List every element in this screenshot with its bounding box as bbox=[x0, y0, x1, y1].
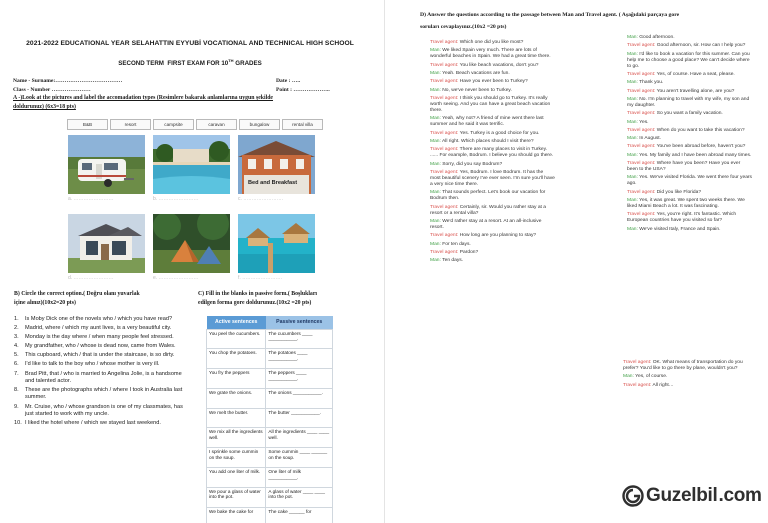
speech-text: I think you should go to Turkey. It's really worth seeing. And you can have a great beach vacation there. bbox=[430, 95, 551, 113]
passive-answer-cell[interactable]: The cake ______ for bbox=[266, 507, 333, 523]
speaker-label: Man: bbox=[627, 197, 638, 203]
speech-text: Yes. Turkey is a good choice for you. bbox=[459, 130, 540, 136]
speech-text: When do you want to take this vacation? bbox=[656, 127, 745, 133]
dialogue-turn bbox=[430, 147, 555, 159]
speech-text: Yes. bbox=[639, 119, 649, 125]
dialogue-turn bbox=[430, 96, 555, 114]
dialogue-column-2 bbox=[627, 35, 752, 235]
question-b-line1: B) Circle the correct option.( Doğru olanı yuvarlak bbox=[14, 291, 140, 297]
question-c-line1: C) Fill in the blanks in passive form.( Boşlukları bbox=[198, 291, 318, 297]
passive-answer-cell[interactable]: The potatoes ____ ___________. bbox=[266, 349, 333, 369]
dialogue-turn bbox=[627, 153, 752, 159]
table-row: We pour a glass of water into the pot. A glass of water ____ ____ into the pot. bbox=[207, 487, 333, 507]
speaker-label: Travel agent: bbox=[627, 88, 656, 94]
speech-text: Yes. My family and I have been abroad many times. bbox=[639, 152, 752, 158]
speaker-label: Man: bbox=[430, 190, 441, 196]
option-bnb: B&B bbox=[67, 119, 108, 130]
dialogue-turn bbox=[627, 198, 752, 210]
table-row: We grate the onions. The onions ___________. bbox=[207, 388, 333, 408]
class-field[interactable]: Class - Number ………………… bbox=[13, 87, 91, 93]
speaker-label: Man: bbox=[623, 374, 634, 380]
speaker-label: Travel agent: bbox=[623, 382, 652, 388]
dialogue-turn bbox=[430, 88, 555, 94]
dialogue-turn bbox=[430, 139, 555, 145]
list-item[interactable]: 8. These are the photographs which / where I took in Australia last summer. bbox=[14, 387, 183, 401]
option-bungalow: bungalow bbox=[239, 119, 280, 130]
point-field[interactable]: Point : ……………….. bbox=[276, 87, 330, 93]
dialogue-turn bbox=[627, 128, 752, 134]
speaker-label: Man: bbox=[430, 161, 441, 167]
speaker-label: Travel agent: bbox=[430, 147, 459, 153]
speech-text: Yes, Bodrum. I love Bodrum. It has the most beautiful scenery I've ever seen. I'm sure you'll have a very nice time there. bbox=[430, 169, 555, 188]
speaker-label: Travel agent: bbox=[627, 212, 656, 218]
speaker-label: Travel agent: bbox=[623, 360, 652, 365]
list-item[interactable]: 3. Monday is the day where / when many people feel stressed. bbox=[14, 334, 174, 341]
dialogue-turn bbox=[627, 80, 752, 86]
speaker-label: Man: bbox=[627, 226, 638, 232]
speech-text: OK. What means of transportation do you prefer? You'd like to go there by plane, wouldn't you? bbox=[623, 360, 743, 372]
speaker-label: Man: bbox=[430, 258, 441, 264]
speech-text: How long are you planning to stay? bbox=[459, 233, 537, 239]
speech-text: You like beach vacations, don't you? bbox=[459, 62, 539, 68]
question-d-line1: D) Answer the questions according to the passage between Man and Travel agent. ( Aşağıdaki parçaya gore bbox=[420, 12, 680, 18]
date-field[interactable]: Date : ….. bbox=[276, 78, 301, 84]
question-c-heading bbox=[198, 290, 378, 308]
dialogue-turn bbox=[627, 52, 752, 70]
dialogue-turn bbox=[430, 205, 555, 217]
speech-text: Yes, of course. bbox=[635, 374, 668, 380]
speech-text: Good afternoon. bbox=[639, 35, 675, 40]
speech-text: Certainly, sir. Would you rather stay at a resort or a rental villa? bbox=[430, 204, 546, 216]
speech-text: For ten days. bbox=[442, 241, 471, 247]
passive-table bbox=[206, 316, 333, 523]
speech-text: Thank you. bbox=[639, 80, 664, 86]
speaker-label: Travel agent: bbox=[627, 144, 656, 150]
passive-answer-cell[interactable]: The onions ___________. bbox=[266, 388, 333, 408]
list-item[interactable]: 2. Madrid, where / which my aunt lives, is a very beautiful city. bbox=[14, 325, 172, 332]
question-d-line2: soruları cevaplayınız.(10x2 =20 pts) bbox=[420, 24, 507, 30]
dialogue-turn bbox=[430, 162, 555, 168]
speech-text: In August. bbox=[639, 136, 661, 142]
dialogue-turn bbox=[627, 175, 752, 187]
speech-text: Yes, of course. Have a seat, please. bbox=[656, 72, 735, 78]
speaker-label: Man: bbox=[627, 136, 638, 142]
resort-photo bbox=[153, 135, 230, 194]
list-item[interactable]: 9. Mr. Cruise, who / whose grandson is one of my classmates, has just started to work with my uncle. bbox=[14, 403, 183, 417]
speech-text: No. I'm planning to travel with my wife, my son and my daughter. bbox=[627, 96, 750, 108]
table-row: You peel the cucumbers. The cucumbers ____ ___________. bbox=[207, 329, 333, 349]
question-b-heading bbox=[14, 290, 194, 308]
speaker-label: Travel agent: bbox=[430, 169, 459, 175]
speaker-label: Man: bbox=[627, 175, 638, 181]
dialogue-turn bbox=[430, 190, 555, 202]
dialogue-turn bbox=[627, 111, 752, 117]
dialogue-turn bbox=[430, 258, 555, 264]
speech-text: I'd like to book a vacation for this summer. Can you help me to choose a good place? We can't decide where to go. bbox=[627, 51, 750, 69]
passive-answer-cell[interactable]: All the ingredients ____ ____ well. bbox=[266, 428, 333, 448]
speech-text: We'd rather stay at a resort. At an all-inclusive resort. bbox=[430, 219, 542, 231]
speech-text: We liked Spain very much. There are lots of wonderful beaches in Spain. We had a great time there. bbox=[430, 48, 551, 60]
speech-text: Yeah. Beach vacations are fun. bbox=[442, 70, 510, 76]
table-row: We bake the cake for The cake ______ for bbox=[207, 507, 333, 523]
table-row: We melt the butter. The butter ___________. bbox=[207, 408, 333, 428]
option-box-row bbox=[67, 119, 323, 130]
passive-answer-cell[interactable]: A glass of water ____ ____ into the pot. bbox=[266, 487, 333, 507]
bnb-photo bbox=[238, 135, 315, 194]
passive-answer-cell[interactable]: Some cummin ____ ______ on the soup. bbox=[266, 448, 333, 468]
speaker-label: Man: bbox=[430, 241, 441, 247]
dialogue-turn bbox=[430, 40, 555, 46]
speech-text: You've been abroad before, haven't you? bbox=[656, 144, 746, 150]
dialogue-turn bbox=[627, 35, 752, 41]
dialogue-turn bbox=[627, 136, 752, 142]
speech-text: You aren't travelling alone, are you? bbox=[656, 88, 735, 94]
passive-answer-cell[interactable]: The peppers ____ ___________. bbox=[266, 369, 333, 389]
passive-answer-cell[interactable]: The cucumbers ____ ___________. bbox=[266, 329, 333, 349]
circle-option-list bbox=[14, 316, 189, 429]
option-resort: resort bbox=[110, 119, 151, 130]
campsite-photo bbox=[153, 214, 230, 273]
list-item[interactable]: 5. This cupboard, which / that is under the staircase, is so dirty. bbox=[14, 352, 175, 359]
dialogue-turn bbox=[627, 212, 752, 224]
speech-text: Pardon? bbox=[459, 250, 479, 255]
blank-b[interactable]: b. …………………… bbox=[153, 196, 199, 202]
speech-text: All right. Which places should I visit there? bbox=[441, 138, 534, 144]
speaker-label: Man: bbox=[627, 152, 638, 158]
speech-text: So you want a family vacation. bbox=[656, 111, 723, 117]
dialogue-turn bbox=[430, 116, 555, 128]
passive-answer-cell[interactable]: The butter ___________. bbox=[266, 408, 333, 428]
bnb-sign: Bed and Breakfast bbox=[248, 180, 298, 186]
question-d-heading bbox=[420, 9, 760, 33]
dialogue-turn bbox=[627, 161, 752, 173]
speaker-label: Travel agent: bbox=[430, 204, 459, 210]
question-c-line2: edilgen forma gore doldurunuz.(10x2 =20 pts) bbox=[198, 300, 312, 306]
speaker-label: Man: bbox=[430, 116, 441, 122]
rental-villa-photo bbox=[68, 214, 145, 273]
speaker-label: Man: bbox=[430, 70, 441, 76]
speech-text: Sorry, did you say Bodrum? bbox=[442, 161, 503, 167]
dialogue-turn bbox=[430, 170, 555, 188]
dialogue-turn bbox=[627, 43, 752, 49]
speaker-label: Travel agent: bbox=[430, 250, 459, 255]
bungalow-photo bbox=[238, 214, 315, 273]
speech-text: Which one did you like most? bbox=[459, 40, 524, 45]
speaker-label: Man: bbox=[627, 80, 638, 86]
dialogue-turn bbox=[627, 227, 752, 233]
speech-text: Good afternoon, sir. How can I help you? bbox=[656, 43, 746, 49]
blank-e[interactable]: e. …………………… bbox=[153, 275, 199, 281]
table-row: You fry the peppers The peppers ____ ___________. bbox=[207, 369, 333, 389]
speaker-label: Travel agent: bbox=[430, 79, 459, 85]
list-item[interactable]: 10. I liked the hotel where / which we stayed last weekend. bbox=[14, 420, 161, 427]
speech-text: Have you ever been to Turkey? bbox=[459, 79, 528, 85]
option-caravan: caravan bbox=[196, 119, 237, 130]
speaker-label: Travel agent: bbox=[627, 72, 656, 78]
speaker-label: Man: bbox=[430, 48, 441, 54]
speaker-label: Travel agent: bbox=[430, 130, 459, 136]
list-item[interactable]: 1. Is Moby Dick one of the novels who / which you have read? bbox=[14, 316, 173, 322]
speaker-label: Travel agent: bbox=[627, 111, 656, 117]
speaker-label: Travel agent: bbox=[430, 95, 459, 101]
question-a-heading bbox=[13, 94, 373, 112]
speech-text: Yes, it was great. We spent two weeks there. We liked Miami Beach a lot. It was fascinating. bbox=[627, 197, 745, 210]
dialogue-turn bbox=[430, 250, 555, 256]
list-item[interactable]: 6. I'd like to talk to the boy who / whose mother is very ill. bbox=[14, 361, 160, 368]
dialogue-turn bbox=[430, 233, 555, 239]
speaker-label: Man: bbox=[627, 96, 638, 102]
speech-text: Yes, you're right. It's fantastic. Which European countries have you visited so far? bbox=[627, 212, 737, 224]
speech-text: Yes. We've visited Florida. We went there four years ago. bbox=[627, 175, 752, 187]
speech-text: No, we've never been to Turkey. bbox=[442, 87, 512, 93]
table-row: You chop the potatoes. The potatoes ____ ___________. bbox=[207, 349, 333, 369]
passive-answer-cell[interactable]: One liter of milk ___________. bbox=[266, 468, 333, 488]
blank-a[interactable]: a. …………………… bbox=[68, 196, 114, 202]
speaker-label: Man: bbox=[430, 219, 441, 225]
table-row: You add one liter of milk. One liter of milk ___________. bbox=[207, 468, 333, 488]
dialogue-turn bbox=[623, 383, 753, 389]
dialogue-turn bbox=[623, 374, 753, 380]
dialogue-turn bbox=[627, 97, 752, 109]
dialogue-turn bbox=[623, 360, 753, 372]
option-rental-villa: rental villa bbox=[282, 119, 323, 130]
table-row: We mix all the ingredients well. All the ingredients ____ ____ well. bbox=[207, 428, 333, 448]
guzelbil-logo[interactable] bbox=[622, 483, 768, 509]
speaker-label: Travel agent: bbox=[627, 127, 656, 133]
speech-text: There are many places to visit in Turkey. ...... For example, Bodrum. I believe you should go there. bbox=[430, 147, 554, 159]
speaker-label: Travel agent: bbox=[627, 189, 656, 195]
blank-d[interactable]: d. …………………… bbox=[68, 275, 114, 281]
list-item[interactable]: 4. My grandfather, who / whose is dead now, came from Wales. bbox=[14, 343, 176, 350]
speaker-label: Travel agent: bbox=[430, 62, 459, 68]
blank-f[interactable]: f. …………………… bbox=[238, 275, 283, 281]
question-b-line2: içine alınız)(10x2=20 pts) bbox=[14, 300, 76, 306]
logo-text: Guzelbil.com bbox=[646, 485, 762, 506]
speaker-label: Travel agent: bbox=[627, 160, 656, 166]
question-a-line1: A -)Look at the pictures and label the accomadation types (Resimlere bakarak anlamlarına uygun şekilde bbox=[13, 95, 274, 101]
dialogue-turn bbox=[430, 71, 555, 77]
list-item[interactable]: 7. Brad Pitt, that / who is married to Angelina Jolie, is a handsome and talented actor. bbox=[14, 370, 182, 384]
dialogue-turn bbox=[627, 144, 752, 150]
speech-text: That sounds perfect. Let's book our vacation for Bodrum then. bbox=[430, 190, 546, 202]
dialogue-turn bbox=[627, 190, 752, 196]
dialogue-turn bbox=[430, 63, 555, 69]
caravan-photo bbox=[68, 135, 145, 194]
dialogue-column-1 bbox=[430, 40, 555, 267]
dialogue-turn bbox=[627, 89, 752, 95]
speech-text: All right… bbox=[652, 382, 674, 388]
dialogue-turn bbox=[430, 131, 555, 137]
speaker-label: Travel agent: bbox=[627, 43, 656, 49]
table-row: I sprinkle some cummin on the soup. Some cummin ____ ______ on the soup. bbox=[207, 448, 333, 468]
dialogue-turn bbox=[627, 72, 752, 78]
exam-title: SECOND TERM FIRST EXAM FOR 10TH GRADES bbox=[118, 58, 262, 68]
speaker-label: Man: bbox=[430, 87, 441, 93]
speech-text: We've visited Italy, France and Spain. bbox=[639, 226, 721, 232]
passive-column-header: Passive sentences bbox=[266, 316, 333, 329]
speech-text: Yeah, why not? A friend of mine went there last summer and he said it was terrific. bbox=[430, 116, 544, 128]
speaker-label: Man: bbox=[627, 51, 638, 57]
speech-text: Did you like Florida? bbox=[656, 189, 702, 195]
dialogue-turn bbox=[430, 48, 555, 60]
dialogue-turn bbox=[430, 219, 555, 231]
school-title: 2021-2022 EDUCATIONAL YEAR SELAHATTIN EYYUBİ VOCATIONAL AND TECHNICAL HIGH SCHOOL bbox=[26, 40, 354, 47]
speech-text: Ten days. bbox=[442, 258, 464, 264]
speaker-label: Man: bbox=[430, 138, 441, 144]
option-campsite: campsite bbox=[153, 119, 194, 130]
dialogue-turn bbox=[627, 120, 752, 126]
speaker-label: Man: bbox=[627, 119, 638, 125]
active-column-header: Active sentences bbox=[207, 316, 266, 329]
speaker-label: Travel agent: bbox=[430, 40, 459, 45]
name-field[interactable]: Name - Surname:……………………………… bbox=[13, 78, 123, 84]
question-a-line2: doldurunuz) (6x3=18 pts) bbox=[13, 104, 76, 110]
dialogue-turn bbox=[430, 242, 555, 248]
dialogue-turn bbox=[430, 79, 555, 85]
dialogue-column-3 bbox=[623, 360, 753, 391]
globe-icon bbox=[622, 485, 644, 507]
speech-text: Where have you been? Have you ever been to the USA? bbox=[627, 160, 741, 173]
blank-c[interactable]: c. …………………… bbox=[238, 196, 284, 202]
speaker-label: Man: bbox=[627, 35, 638, 40]
speaker-label: Travel agent: bbox=[430, 233, 459, 239]
